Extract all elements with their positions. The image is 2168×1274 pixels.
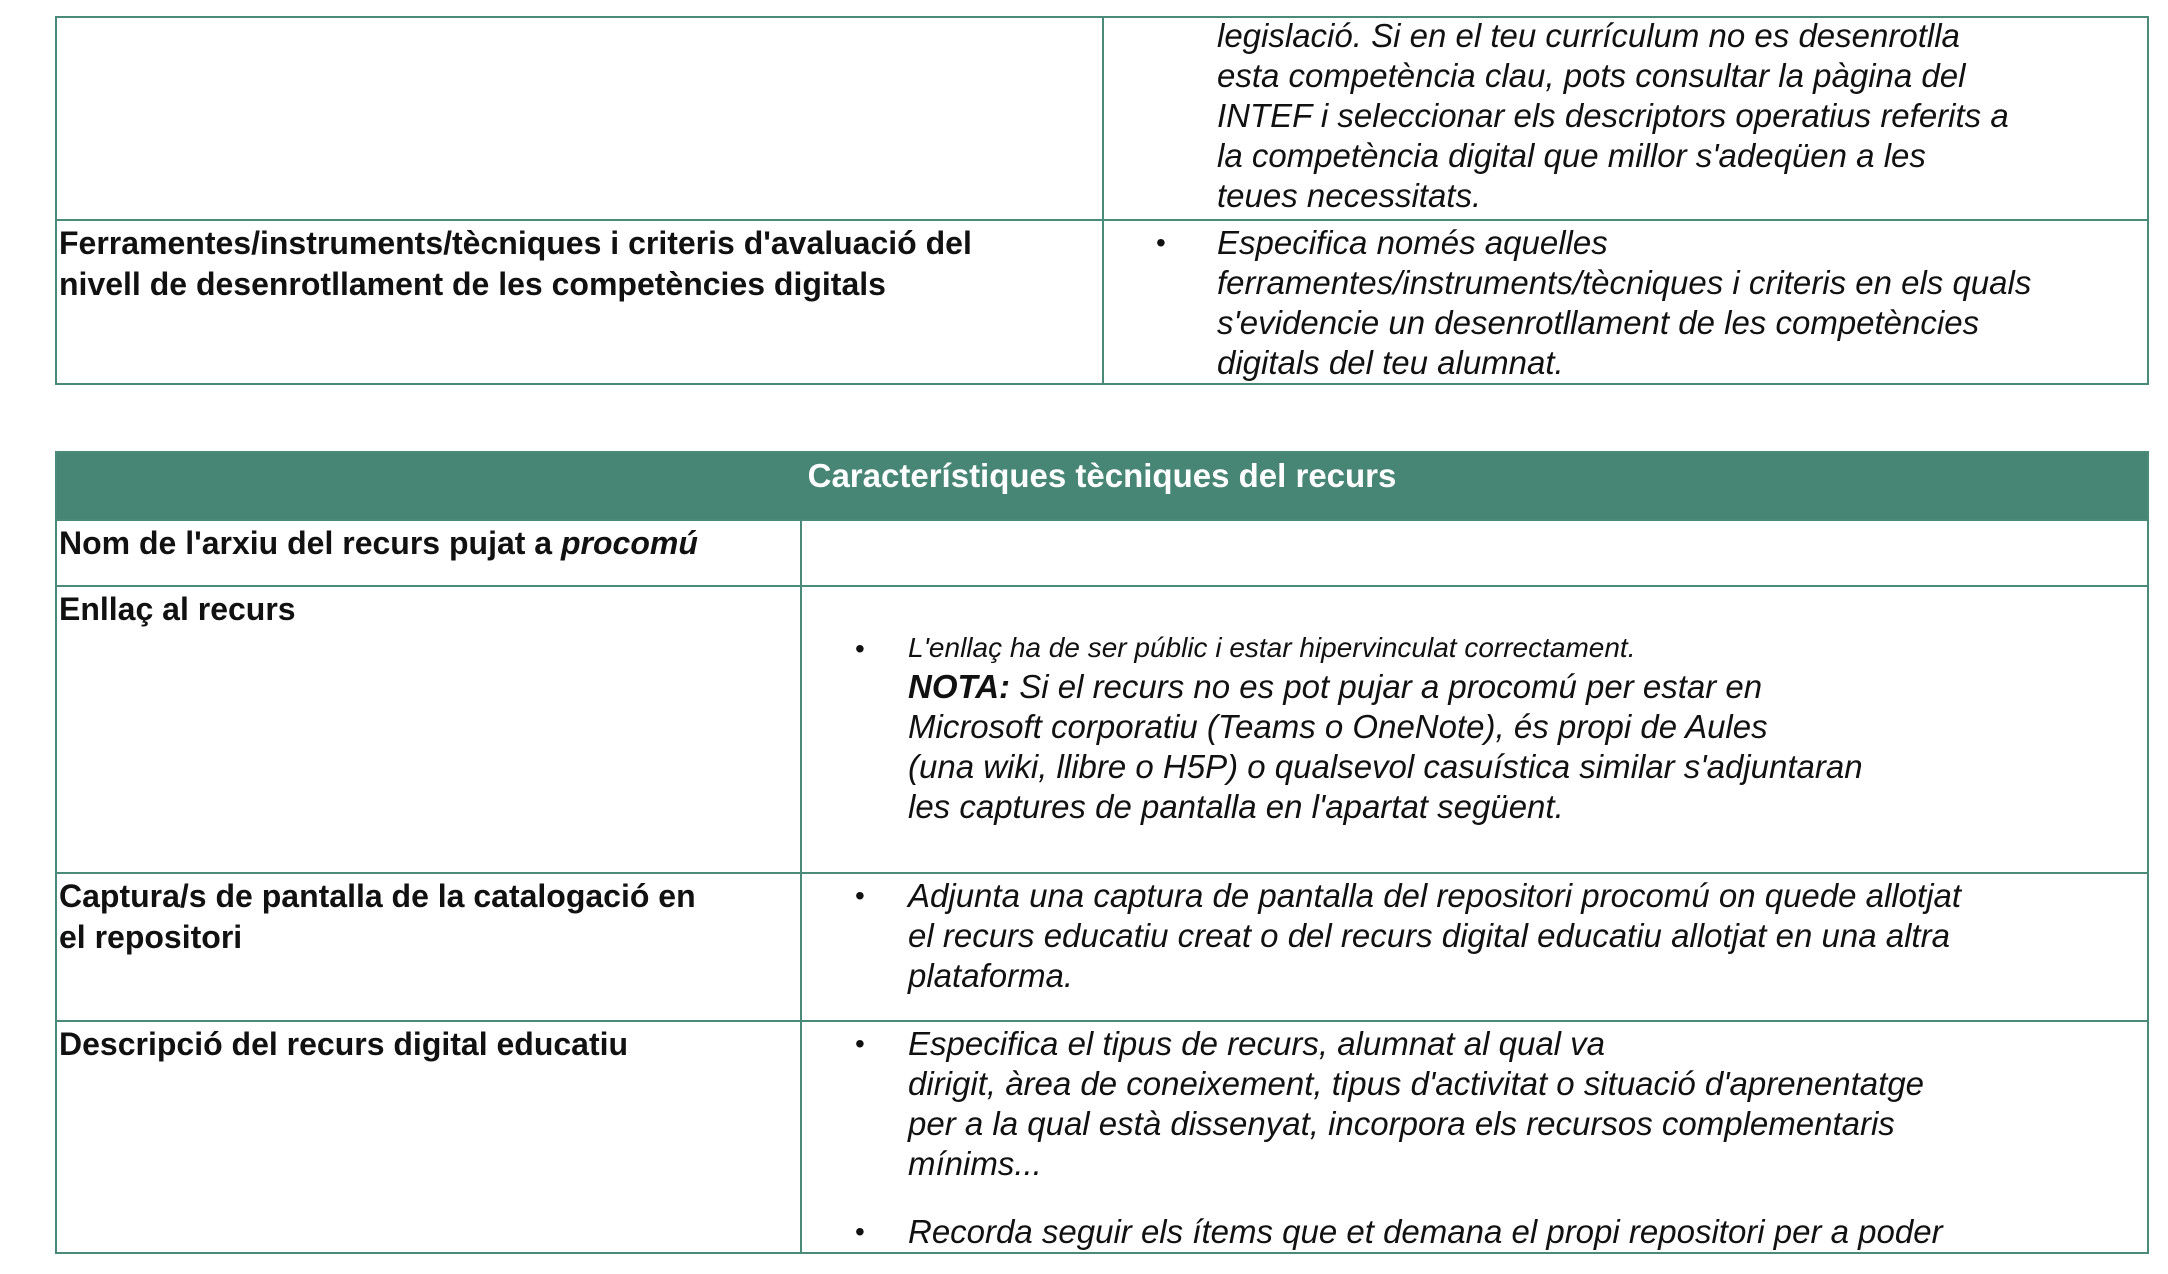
desc-line: per a la qual està dissenyat, incorpora els recursos complementaris: [908, 1105, 1895, 1142]
bullet-icon: •: [855, 1216, 865, 1247]
bullet-icon: •: [855, 880, 865, 911]
row-label-italic: procomú: [560, 525, 698, 561]
bullet-icon: •: [855, 1028, 865, 1059]
desc-line: teues necessitats.: [1217, 177, 1482, 214]
competences-table: [55, 16, 2149, 385]
desc-line: Especifica només aquelles: [1217, 224, 1608, 261]
desc-line: Especifica el tipus de recurs, alumnat al qual va: [908, 1025, 1606, 1062]
value-cell[interactable]: [801, 520, 2148, 586]
description-cell: [1103, 17, 2148, 220]
note-line: (una wiki, llibre o H5P) o qualsevol casuística similar s'adjuntaran: [908, 748, 1863, 785]
table-header-row: [56, 452, 2148, 520]
desc-line: Recorda seguir els ítems que et demana el propi repositori per a poder: [908, 1213, 1943, 1250]
row-label-line: nivell de desenrotllament de les competències digitals: [59, 266, 886, 302]
desc-line: el recurs educatiu creat o del recurs digital educatiu allotjat en una altra: [908, 917, 1950, 954]
note-line: L'enllaç ha de ser públic i estar hipervinculat correctament.: [908, 632, 1636, 663]
note-line: Microsoft corporatiu (Teams o OneNote), és propi de Aules: [908, 708, 1768, 745]
technical-characteristics-table: [55, 451, 2149, 1254]
desc-line: esta competència clau, pots consultar la pàgina del: [1217, 57, 1966, 94]
row-label-line: Ferramentes/instruments/tècniques i criteris d'avaluació del: [59, 225, 972, 261]
label-cell: [56, 873, 801, 1021]
desc-line: mínims...: [908, 1145, 1042, 1182]
desc-line: Adjunta una captura de pantalla del repositori procomú on quede allotjat: [908, 877, 1962, 914]
desc-line: INTEF i seleccionar els descriptors operatius referits a: [1217, 97, 2009, 134]
description-cell: [801, 873, 2148, 1021]
row-label: Enllaç al recurs: [59, 591, 296, 627]
description-cell: [1103, 220, 2148, 384]
bullet-icon: •: [1156, 227, 1166, 258]
note-label: NOTA:: [908, 668, 1011, 705]
note-line: Si el recurs no es pot pujar a procomú per estar en: [1010, 668, 1763, 705]
label-cell: [56, 520, 801, 586]
label-cell: [56, 586, 801, 873]
label-cell: [56, 17, 1103, 220]
table-row: [56, 220, 2148, 384]
row-label-line: el repositori: [59, 919, 243, 955]
bullet-icon: •: [855, 633, 865, 664]
desc-line: dirigit, àrea de coneixement, tipus d'activitat o situació d'aprenentatge: [908, 1065, 1925, 1102]
table-row: [56, 586, 2148, 873]
description-cell: [801, 586, 2148, 873]
desc-line: ferramentes/instruments/tècniques i criteris en els quals: [1217, 264, 2032, 301]
desc-line: la competència digital que millor s'adeqüen a les: [1217, 137, 1926, 174]
label-cell: [56, 220, 1103, 384]
note-line: les captures de pantalla en l'apartat següent.: [908, 788, 1564, 825]
table-row: [56, 1021, 2148, 1253]
desc-line: plataforma.: [908, 957, 1074, 994]
desc-line: legislació. Si en el teu currículum no es desenrotlla: [1217, 17, 1960, 54]
description-cell: [801, 1021, 2148, 1253]
row-label-line: Captura/s de pantalla de la catalogació en: [59, 878, 696, 914]
table-row: [56, 873, 2148, 1021]
row-label: Nom de l'arxiu del recurs pujat a: [59, 525, 561, 561]
desc-line: s'evidencie un desenrotllament de les competències: [1217, 304, 1980, 341]
table-row: [56, 17, 2148, 220]
label-cell: [56, 1021, 801, 1253]
table-header: Característiques tècniques del recurs: [56, 452, 2148, 520]
row-label: Descripció del recurs digital educatiu: [59, 1026, 629, 1062]
table-row: [56, 520, 2148, 586]
desc-line: digitals del teu alumnat.: [1217, 344, 1564, 381]
